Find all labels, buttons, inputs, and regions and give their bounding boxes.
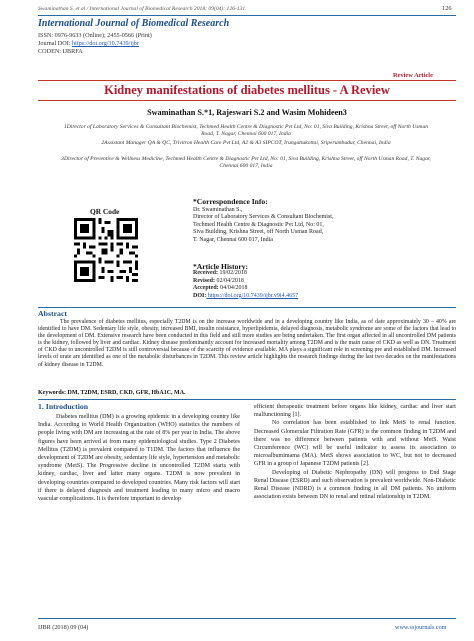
journal-doi-line	[38, 40, 139, 48]
affiliation-2: 2Assistant Manager QA & QC, Trivitron Health Care Pvt Ltd, A2 & A3 SIPCOT, Irungattukottai, Sriperumbudur, Chennai, India	[101, 140, 391, 146]
article-doi: DOI: https://doi.org/10.7439/ijbr.v9i4.4657	[193, 292, 299, 299]
abstract-text: The prevalence of diabetes mellitus, especially T2DM is on the increase worldwide and in a developing country like India, as of date approximately 30 – 40% are identified to have DM. Sedentary life style, obesity, increased BMI, insulin resistance, hyperlipidemia, delayed diagnosis, metabolic syndrome are some of the factors that lead to the development of DM. Extensive research have been conducted in this field and still more studies are being undertaken. The first organ affected in all uncontrolled DM patients is the kidney, followed by liver and cardiac. Kidney disease predominantly account for increased mortality among T2DM and is the main cause of CKD as well as DN. Treatment of CKD due to uncontrolled T2DM is still controversial because of the scarcity of evidence available. MA plays a significant role in screening pre and established DM. Increased levels of urate are identified as one of the metabolic disturbances in T2DM. This review article highlights the research findings during the last two decades on the manifestations of kidney disease in T2DM.	[38, 319, 456, 368]
correspondence-line: T. Nagar, Chennai 600 017, India	[193, 236, 273, 243]
footer-journal-issue: IJBR (2018) 09 (04)	[38, 624, 89, 631]
affiliation-3: 3Director of Preventive & Wellness Medicine, Techmed Health Centre & Diagnostic Pvt Ltd, No: 01, Siva Building, Krishna Street, off North Usman Road, T. Nagar, Chennai 600 017, India	[61, 156, 431, 170]
issn-line: ISSN: 0976-9633 (Online); 2455-0566 (Print)	[38, 32, 152, 39]
header-rule	[38, 15, 456, 16]
footer-rule	[38, 618, 456, 619]
correspondence-block	[193, 207, 463, 244]
received-date: Received: 19/02/2018	[193, 270, 247, 276]
footer-website-link[interactable]: www.ssjournals.com	[395, 624, 447, 631]
running-header: Swaminathan S. et al / International Journal of Biomedical Research 2018; 09(04): 126-131.	[38, 6, 247, 12]
column-right	[254, 403, 456, 501]
correspondence-line: Dr. Swaminathan S.,	[193, 207, 243, 213]
article-doi-link[interactable]: https://doi.org/10.7439/ijbr.v9i4.4657	[206, 292, 299, 299]
keywords-rule	[38, 399, 456, 400]
intro-paragraph: Diabetes mellitus (DM) is a growing epidemic in a developing country like India. According to World Health Organization (WHO) statistics the numbers of people living with DM are increasing at the rate of 8% per year in India. The above figures have been arrived at from many epidemiological studies. Type 2 Diabetes Mellitus (T2DM) is prevalent compared to T1DM. The factors that influence the development of T2DM are obesity, sedentary life style, hypertension and metabolic syndrome (MetS). The Progressive decline in uncontrolled T2DM starts with kidney, cardiac, liver and latter many organs. T2DM is now prevalent in developing countries compared to developed countries. Many risk factors will start if there is delayed diagnosis and treatment leading to many micro and macro vascular complications. It is therefore important to develop	[38, 414, 240, 503]
column-left	[38, 413, 240, 503]
journal-doi-label: Journal DOI:	[38, 40, 73, 47]
article-type: Review Article	[393, 72, 433, 79]
correspondence-line: Techmed Health Centre & Diagnostic Pvt Ltd, No: 01,	[193, 221, 324, 228]
correspondence-line: Siva Building, Krishna Street, off North Usman Road,	[193, 229, 324, 236]
correspondence-line: Director of Laboratory Services & Consultant Biochemist,	[193, 214, 334, 221]
affiliation-1: 1Director of Laboratory Services & Consultant Biochemist, Techmed Health Centre & Diagnostic Pvt Ltd, No: 01, Siva Building, Krishna Street, off North Usman Road, T. Nagar, Chennai 600 017, India	[63, 124, 429, 138]
accepted-date: Accepted: 04/04/2018	[193, 285, 248, 292]
correspondence-heading: *Correspondence Info:	[193, 197, 268, 206]
title-rule-top	[38, 80, 456, 81]
qr-code-label: QR Code	[90, 207, 120, 216]
article-title: Kidney manifestations of diabetes mellitus - A Review	[104, 83, 390, 97]
abstract-heading: Abstract	[38, 309, 68, 318]
journal-name: International Journal of Biomedical Research	[38, 18, 230, 29]
journal-doi-link[interactable]: https://doi.org/10.7439/ijbr	[72, 40, 139, 47]
intro-paragraph: efficient therapeutic treatment before organs like kidney, cardiac and liver start malfunctioning [1].	[254, 404, 456, 419]
abstract-rule	[38, 307, 456, 308]
intro-paragraph: No correlation has been established to link MetS to renal function. Decreased Glomerular Filtration Rate (GFR) is the common finding in T2DM and there was no difference between patients with and without MetS. Waist Circumference (WC) will be useful indicator to assess its association to microalbumimama (MA). MetS shows association to WC, but not to decreased GFR in a group of Japanese T2DM patients [2].	[254, 420, 456, 468]
revised-date: Revised: 02/04/2018	[193, 277, 244, 284]
keywords: Keywords: DM, T2DM, ESRD, CKD, GFR, HbA1C, MA.	[38, 390, 186, 396]
page-number: 126	[442, 5, 452, 12]
coden-line: CODEN: IJBRFA	[38, 48, 83, 55]
history-heading: *Article History:	[193, 262, 249, 271]
author-list: Swaminathan S.*1, Rajeswari S.2 and Wasim Mohideen3	[147, 108, 347, 117]
introduction-heading: 1. Introduction	[38, 402, 89, 411]
title-rule-bottom	[38, 100, 456, 101]
intro-paragraph: Developing of Diabetic Nephropathy (DN) will progress to End Stage Renal Disease (ESRD) and such observation is prevalent worldwide. Non-Diabetic Renal Disease (NDRD) is a common finding in all DM patients. No uniform association exists between DN to renal and retinal relationship in T2DM.	[254, 469, 456, 501]
qr-code-image	[74, 218, 138, 282]
history-block	[193, 270, 298, 300]
